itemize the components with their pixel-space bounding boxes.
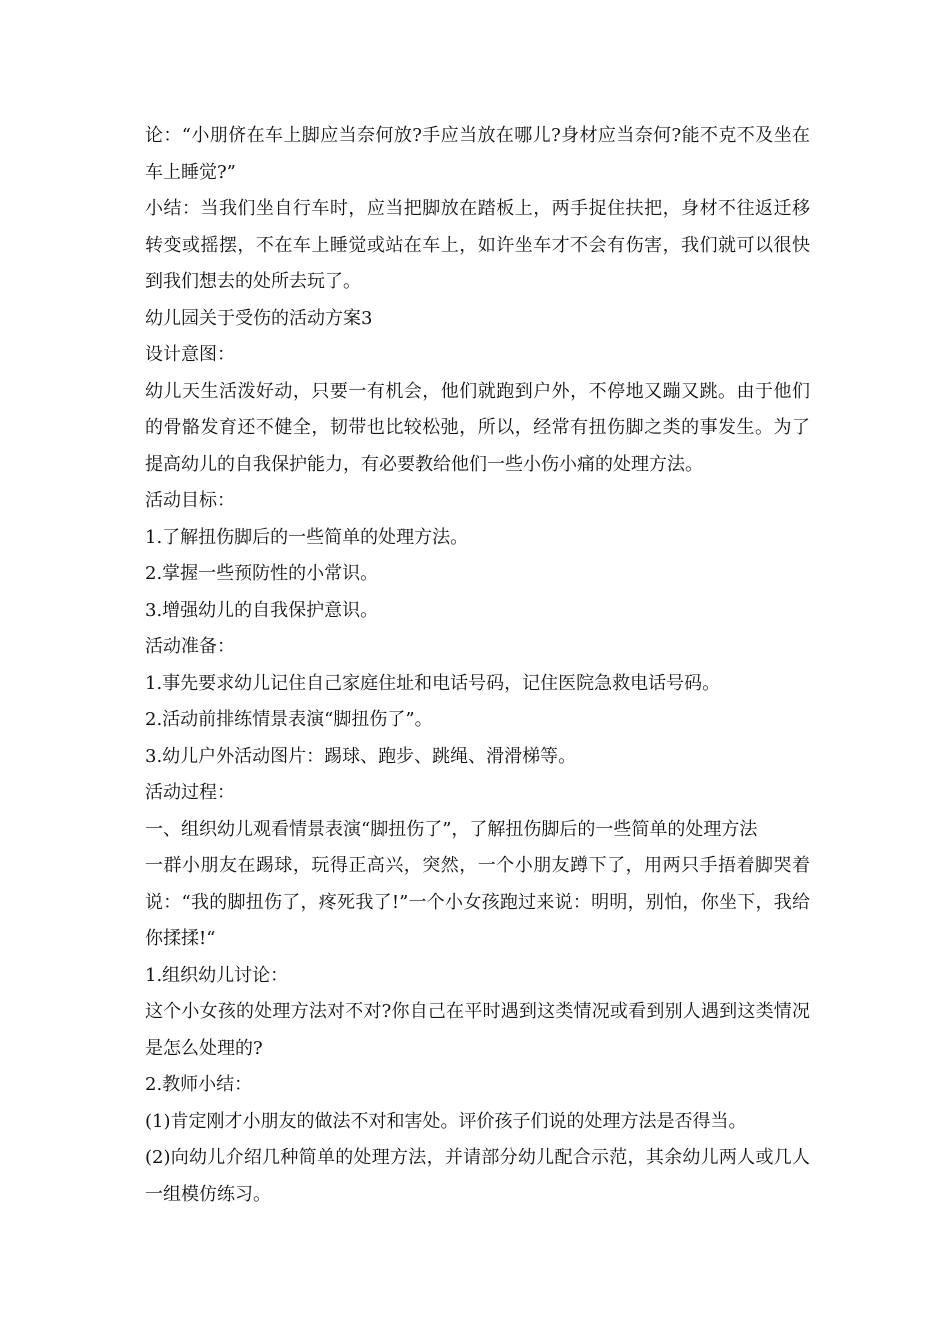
subheading: 活动过程： bbox=[145, 782, 235, 803]
list-item: 3.幼儿户外活动图片：踢球、跑步、跳绳、滑滑梯等。 bbox=[145, 745, 577, 767]
list-item: 3.增强幼儿的自我保护意识。 bbox=[145, 599, 379, 621]
paragraph: 一、组织幼儿观看情景表演“脚扭伤了”，了解扭伤脚后的一些简单的处理方法 bbox=[145, 818, 758, 840]
list-item: 2.掌握一些预防性的小常识。 bbox=[145, 563, 379, 584]
paragraph: 一群小朋友在踢球，玩得正高兴，突然，一个小朋友蹲下了，用两只手捂着脚哭着说：“我的脚扭伤了，疼死我了!”一个小女孩跑过来说：明明，别怕，你坐下，我给你揉揉!“ bbox=[145, 855, 810, 949]
list-item: 2.教师小结： bbox=[145, 1074, 253, 1095]
document-body bbox=[145, 118, 810, 1213]
list-item: 1.组织幼儿讨论： bbox=[145, 964, 289, 986]
list-item: 1.事先要求幼儿记住自己家庭住址和电话号码，记住医院急救电话号码。 bbox=[145, 672, 721, 694]
section-heading: 幼儿园关于受伤的活动方案3 bbox=[145, 307, 373, 329]
list-item: 2.活动前排练情景表演“脚扭伤了”。 bbox=[145, 709, 433, 730]
list-item: (2)向幼儿介绍几种简单的处理方法，并请部分幼儿配合示范，其余幼儿两人或几人一组模仿练习。 bbox=[145, 1147, 810, 1205]
subheading: 设计意图： bbox=[145, 344, 235, 365]
list-item: (1)肯定刚才小朋友的做法不对和害处。评价孩子们说的处理方法是否得当。 bbox=[145, 1110, 747, 1132]
subheading: 活动目标： bbox=[145, 490, 235, 511]
paragraph: 小结：当我们坐自行车时，应当把脚放在踏板上，两手捉住扶把，身材不往返迁移转变或摇摆，不在车上睡觉或站在车上，如许坐车才不会有伤害，我们就可以很快到我们想去的处所去玩了。 bbox=[145, 198, 810, 292]
paragraph: 这个小女孩的处理方法对不对?你自己在平时遇到这类情况或看到别人遇到这类情况是怎么处理的? bbox=[145, 1001, 810, 1059]
subheading: 活动准备： bbox=[145, 636, 235, 657]
list-item: 1.了解扭伤脚后的一些简单的处理方法。 bbox=[145, 526, 469, 548]
paragraph: 论：“小朋侪在车上脚应当奈何放?手应当放在哪儿?身材应当奈何?能不克不及坐在车上睡觉?” bbox=[145, 125, 810, 183]
paragraph: 幼儿天生活泼好动，只要一有机会，他们就跑到户外，不停地又蹦又跳。由于他们的骨骼发育还不健全，韧带也比较松弛，所以，经常有扭伤脚之类的事发生。为了提高幼儿的自我保护能力，有必要教给他们一些小伤小痛的处理方法。 bbox=[145, 380, 810, 475]
